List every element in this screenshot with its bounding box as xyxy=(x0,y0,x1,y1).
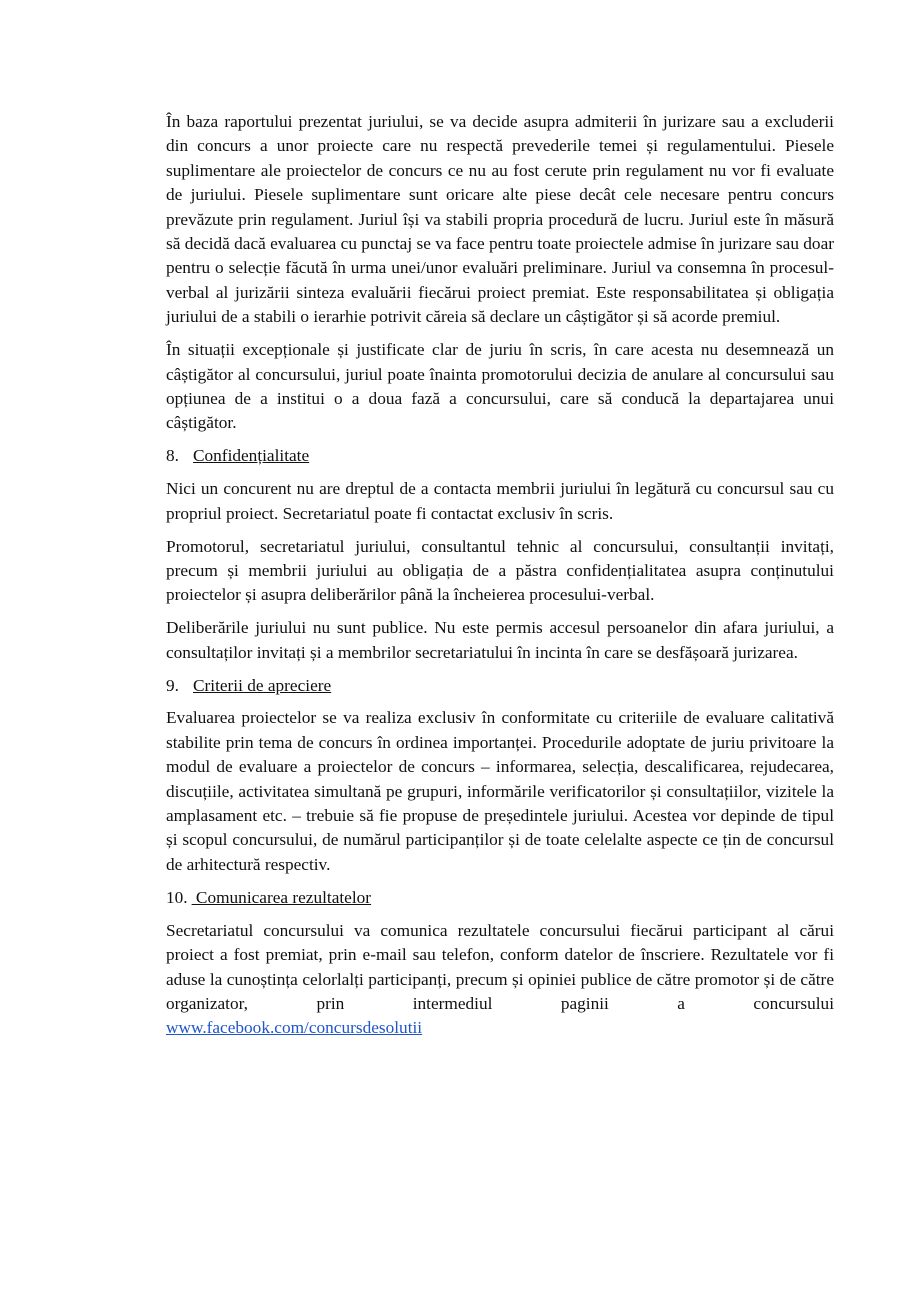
results-text: Secretariatul concursului va comunica rezultatele concursului fiecărui participant al cărui proiect a fost premiat, prin e-mail sau telefon, conform datelor de înscriere. Rezultatele vor fi aduse la cunoștința celorlalți participanți, precum și opiniei publice de către promotor și de către organizator, prin intermediul paginii a concursului xyxy=(166,920,834,1013)
paragraph-contact-rules: Nici un concurent nu are dreptul de a contacta membrii juriului în legătură cu concursul sau cu propriul proiect. Secretariatul poate fi contactat exclusiv în scris. xyxy=(166,479,834,523)
facebook-link[interactable]: www.facebook.com/concursdesolutii xyxy=(166,1018,423,1038)
section-title: Criterii de apreciere xyxy=(193,675,332,695)
section-number: 10. xyxy=(166,887,188,907)
section-number: 8. xyxy=(166,446,179,466)
section-number: 9. xyxy=(166,675,179,695)
paragraph-evaluation-criteria: Evaluarea proiectelor se va realiza exclusiv în conformitate cu criteriile de evaluare calitativă stabilite prin tema de concurs în ordinea importanței. Procedurile adoptate de juriu privitoare la modul de evaluare a proiectelor de concurs – informarea, selecția, descalificarea, rejudecarea, discuțiile, activitatea simultană pe grupuri, informările verificatorilor și consultațiilor, vizitele la amplasament etc. – trebuie să fie propuse de președintele juriului. Acestea vor depinde de tipul și scopul concursului, de numărul participanților și de toate celelalte aspecte ce țin de concursul de arhitectură respectiv. xyxy=(166,708,834,874)
section-heading-confidentiality xyxy=(166,444,834,468)
paragraph-deliberations: Deliberările juriului nu sunt publice. Nu este permis accesul persoanelor din afara juriului, a consultaților invitați și a membrilor secretariatului în incinta în care se desfășoară jurizarea. xyxy=(166,618,834,662)
section-heading-criteria xyxy=(166,674,834,698)
section-heading-results xyxy=(166,886,834,910)
paragraph-exceptional-situations: În situații excepționale și justificate clar de juriu în scris, în care acesta nu desemnează un câștigător al concursului, juriul poate înainta promotorului decizia de anulare al concursului sau opțiunea de a institui o a doua fază a concursului, care să conducă la departajarea unui câștigător. xyxy=(166,340,834,433)
section-title: Comunicarea rezultatelor xyxy=(191,887,372,907)
section-title: Confidențialitate xyxy=(193,446,310,466)
paragraph-results-communication xyxy=(166,919,834,1017)
paragraph-jury-report: În baza raportului prezentat juriului, se va decide asupra admiterii în jurizare sau a excluderii din concurs a unor proiecte care nu respectă prevederile temei și regulamentului. Piesele suplimentare ale proiectelor de concurs ce nu au fost cerute prin regulament nu vor fi evaluate de juriului. Piesele suplimentare sunt oricare alte piese decât cele necesare pentru concurs prevăzute prin regulament. Juriul își va stabili propria procedură de lucru. Juriul este în măsură să decidă dacă evaluarea cu punctaj se va face pentru toate proiectele admise în jurizare sau doar pentru o selecție făcută în urma unei/unor evaluări preliminare. Juriul va consemna în procesul-verbal al jurizării sinteza evaluării fiecărui proiect premiat. Este responsabilitatea și obligația juriului de a stabili o ierarhie potrivit căreia să declare un câștigător și să acorde premiul. xyxy=(166,112,834,327)
document-page xyxy=(166,110,834,1049)
paragraph-confidentiality-obligation: Promotorul, secretariatul juriului, consultantul tehnic al concursului, consultanții invitați, precum și membrii juriului au obligația de a păstra confidențialitatea asupra conținutului proiectelor și asupra deliberărilor până la încheierea procesului-verbal. xyxy=(166,536,834,605)
paragraph-link-line xyxy=(166,1016,834,1040)
